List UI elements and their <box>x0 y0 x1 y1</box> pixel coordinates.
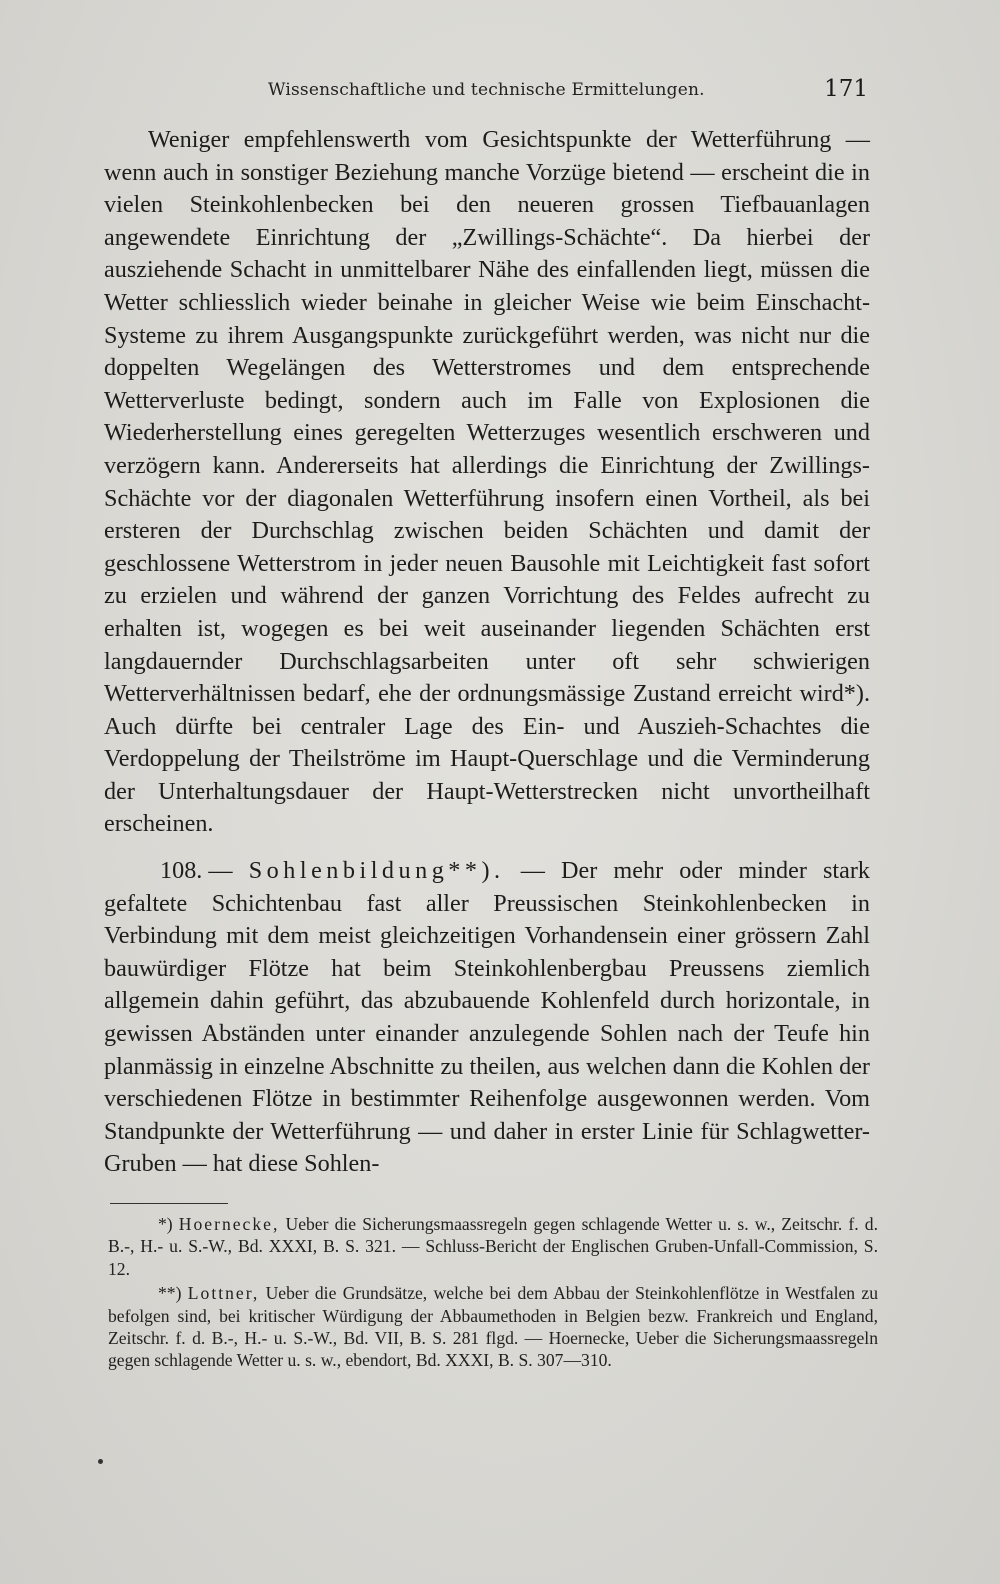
body-text <box>104 124 870 1181</box>
footnote-1 <box>108 1213 878 1280</box>
page-header <box>108 76 868 110</box>
section-number: 108. — <box>160 857 233 885</box>
footnote-divider <box>110 1203 228 1204</box>
footnote-author: Hoernecke, <box>178 1214 280 1234</box>
footnote-text: Ueber die Grundsätze, welche bei dem Abbau der Steinkohlenflötze in Westfalen zu befolgen sind, bei kritischer Würdigung der Abbaumethoden in Belgien bezw. Frankreich und England, Zeitschr. f. d. B.-, H.- u. S.-W., Bd. VII, B. S. 281 flgd. — Hoernecke, Ueber die Sicherungsmaassregeln gegen schlagende Wetter u. s. w., ebendort, Bd. XXXI, B. S. 307—310. <box>108 1283 879 1371</box>
footnote-marker: **) <box>158 1283 182 1304</box>
paragraph-zwillings-schaechte: Weniger empfehlenswerth vom Gesichtspunkte der Wetterführung — wenn auch in sonstiger Beziehung manche Vorzüge bietend — erscheint die in vielen Steinkohlenbecken bei den neueren grossen Tiefbauanlagen angewendete Einrichtung der „Zwillings-Schächte“. Da hierbei der ausziehende Schacht in unmittelbarer Nähe des einfallenden liegt, müssen die Wetter schliesslich wieder beinahe in gleicher Weise wie beim Einschacht-Systeme zu ihrem Ausgangspunkte zurückgeführt werden, was nicht nur die doppelten Wegelängen des Wetterstromes und dem entsprechende Wetterverluste bedingt, sondern auch im Falle von Explosionen die Wiederherstellung eines geregelten Wetterzuges wesentlich erschweren und verzögern kann. Andererseits hat allerdings die Einrichtung der Zwillings-Schächte vor der diagonalen Wetterführung insofern einen Vortheil, als bei ersteren der Durchschlag zwischen beiden Schächten und damit der geschlossene Wetterstrom in jeder neuen Bausohle mit Leichtigkeit fast sofort zu erzielen und während der ganzen Vorrichtung des Feldes aufrecht zu erhalten ist, wogegen es bei weit auseinander liegenden Schächten erst langdauernder Durchschlagsarbeiten unter oft sehr schwierigen Wetterverhältnissen bedarf, ehe der ordnungsmässige Zustand erreicht wird*). Auch dürfte bei centraler Lage des Ein- und Auszieh-Schachtes die Verdoppelung der Theilströme im Haupt-Querschlage und die Verminderung der Unterhaltungsdauer der Haupt-Wetterstrecken nicht unvortheilhaft erscheinen. <box>104 126 870 838</box>
running-title: Wissenschaftliche und technische Ermittelungen. <box>268 80 705 100</box>
footnote-marker: *) <box>158 1214 173 1234</box>
ink-speck <box>98 1459 103 1464</box>
section-text: — Der mehr oder minder stark gefaltete Schichtenbau fast aller Preussischen Steinkohlenbecken in Verbindung mit dem meist gleichzeitigen Vorhandensein einer grössern Zahl bauwürdiger Flötze hat beim Steinkohlenbergbau Preussens ziemlich allgemein dahin geführt, das abzubauende Kohlenfeld durch horizontale, in gewissen Abständen unter einander anzulegende Sohlen nach der Teufe hin planmässig in einzelne Abschnitte zu theilen, aus welchen dann die Kohlen der verschiedenen Flötze in bestimmter Reihenfolge ausgewonnen werden. Vom Standpunkte der Wetterführung — und daher in erster Linie für Schlagwetter-Gruben — hat diese Sohlen- <box>104 857 871 1178</box>
footnote-2 <box>108 1282 878 1372</box>
footnote-author: Lottner, <box>187 1283 260 1304</box>
footnotes <box>108 1213 878 1372</box>
page-number: 171 <box>824 76 868 102</box>
section-title: Sohlenbildung**). <box>248 857 505 885</box>
footnote-text: Ueber die Sicherungsmaassregeln gegen schlagende Wetter u. s. w., Zeitschr. f. d. B.-, H.- u. S.-W., Bd. XXXI, B. S. 321. — Schluss-Bericht der Englischen Gruben-Unfall-Commission, S. 12. <box>108 1214 878 1279</box>
paragraph-sohlenbildung <box>104 855 870 1181</box>
